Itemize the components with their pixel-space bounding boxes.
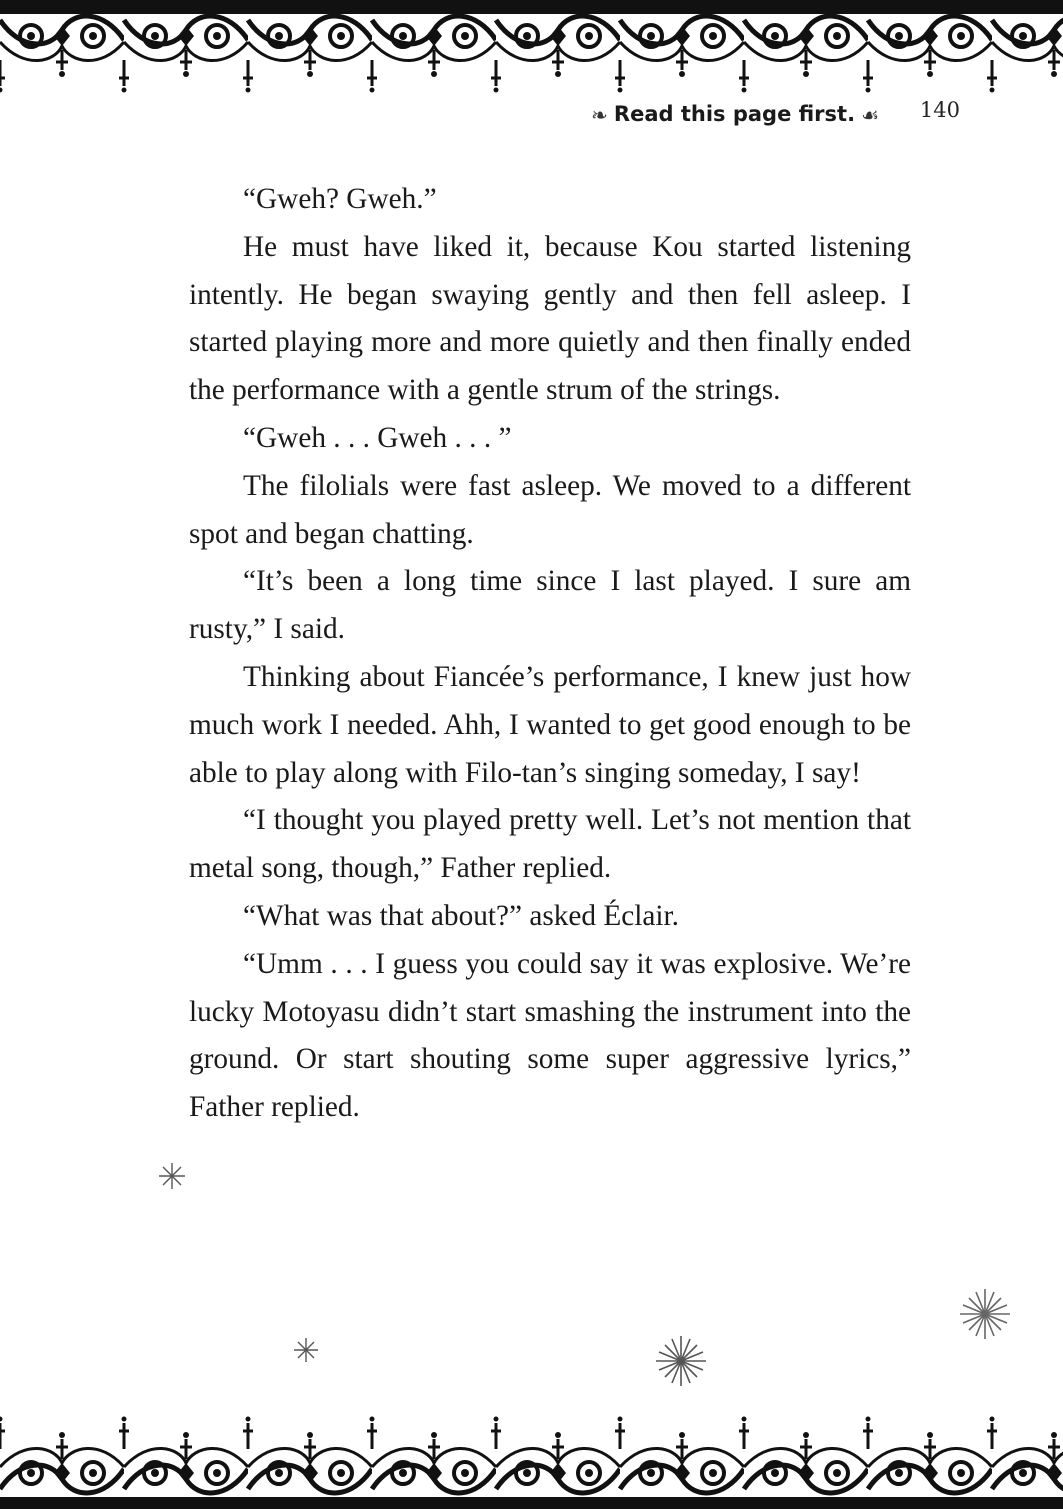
paragraph: “What was that about?” asked Éclair. xyxy=(243,899,680,932)
paragraph: “Gweh . . . Gweh . . . ” xyxy=(243,421,512,454)
running-header xyxy=(540,98,965,134)
paragraph: Thinking about Fiancée’s performance, I knew just how much work I needed. Ahh, I wanted to get good enough to be able to play along with Filo-tan’s singing someday, I say! xyxy=(189,660,911,789)
swirl-ornament-left-icon: ❧ xyxy=(591,103,608,127)
paragraph: “It’s been a long time since I last played. I sure am rusty,” I said. xyxy=(189,565,911,646)
paragraph: The filolials were fast asleep. We moved to a different spot and began chatting. xyxy=(189,469,911,550)
page-number: 140 xyxy=(919,98,960,122)
sparkle-icon xyxy=(654,1334,708,1388)
header-title-group xyxy=(585,102,885,127)
sparkle-icon xyxy=(958,1287,1012,1341)
sparkle-icon xyxy=(292,1336,320,1364)
header-title: Read this page first. xyxy=(613,102,856,126)
swirl-ornament-right-icon: ☙ xyxy=(861,103,879,127)
paragraph: He must have liked it, because Kou started listening intently. He began swaying gently and then fell asleep. I started playing more and more quietly and then finally ended the performance with a gentle strum of the strings. xyxy=(189,230,911,407)
sparkle-icon xyxy=(158,1162,186,1190)
paragraph: “Gweh? Gweh.” xyxy=(243,183,437,215)
bottom-ornamental-border xyxy=(0,1409,1063,1509)
paragraph: “I thought you played pretty well. Let’s not mention that metal song, though,” Father replied. xyxy=(189,804,911,885)
body-text xyxy=(189,176,911,1132)
top-ornamental-border xyxy=(0,0,1063,100)
paragraph: “Umm . . . I guess you could say it was explosive. We’re lucky Motoyasu didn’t start smashing the instrument into the ground. Or start shouting some super aggressive lyrics,” Father replied. xyxy=(189,947,911,1124)
